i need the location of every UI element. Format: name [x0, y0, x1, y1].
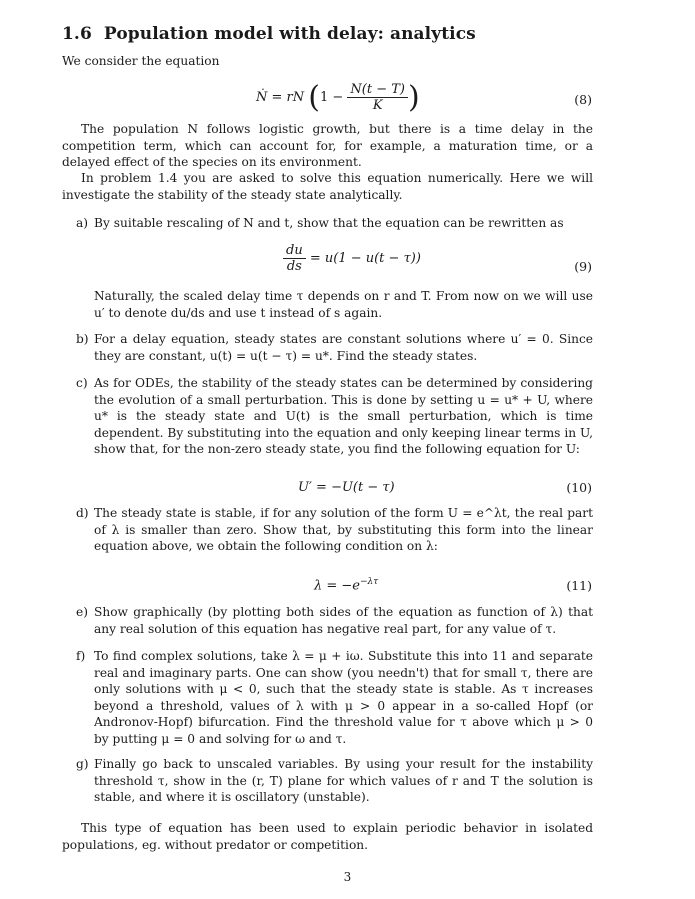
eq9-fraction: [283, 243, 306, 274]
section-heading: [62, 24, 476, 44]
paragraph-2: In problem 1.4 you are asked to solve this equation numerically. Here we will investigate the stability of the steady state analytically.: [62, 171, 593, 202]
item-c-label: c): [76, 376, 88, 390]
item-f-text: To find complex solutions, take λ = μ + iω. Substitute this into 11 and separate real and imaginary parts. One can show (you needn't) that for small τ, there are only solutions with μ < 0, such that the steady state is stable. As τ increases beyond a threshold, values of λ with μ > 0 appear in a so-called Hopf (or Andronov-Hopf) bifurcation. Find the threshold value for τ above which μ > 0 by putting μ = 0 and solving for ω and τ.: [94, 649, 593, 746]
item-g-label: g): [76, 757, 89, 771]
item-a-text: By suitable rescaling of N and t, show that the equation can be rewritten as: [94, 216, 564, 230]
equation-8: [256, 80, 420, 115]
item-b-text: For a delay equation, steady states are constant solutions where u′ = 0. Since they are constant, u(t) = u(t − τ) = u*. Find the steady states.: [94, 332, 593, 363]
section-title: Population model with delay: analytics: [103, 24, 476, 44]
item-g: [76, 756, 593, 806]
item-a: [76, 215, 593, 232]
item-e-text: Show graphically (by plotting both sides of the equation as function of λ) that any real solution of this equation has negative real part, for any value of τ.: [94, 605, 593, 636]
item-a-after: [76, 288, 593, 321]
eq8-open: 1 −: [319, 90, 344, 105]
item-d: [76, 505, 593, 555]
eq9-rhs: = u(1 − u(t − τ)): [309, 251, 421, 266]
section-number: 1.6: [62, 24, 92, 44]
item-g-text: Finally go back to unscaled variables. By using your result for the instability threshold τ, show in the (r, T) plane for which values of r and T the solution is stable, and where it is oscillatory (unstable).: [94, 757, 593, 804]
item-c-text: As for ODEs, the stability of the steady states can be determined by considering the evolution of a small perturbation. This is done by setting u = u* + U, where u* is the steady state and U(t) is the small perturbation, which is time dependent. By substituting into the equation and only keeping linear terms in U, show that, for the non-zero steady state, you find the following equation for U:: [94, 376, 593, 456]
paragraph-1: The population N follows logistic growth, but there is a time delay in the competition term, which can account for, for example, a maturation time, or a delayed effect of the species on its environment.: [62, 122, 593, 169]
equation-11: [314, 577, 378, 593]
equation-9: [283, 243, 421, 274]
item-b-label: b): [76, 332, 89, 346]
item-d-label: d): [76, 506, 89, 520]
eq8-right-paren: ): [408, 80, 420, 115]
eq8-fraction: [347, 82, 408, 113]
item-a-label: a): [76, 216, 89, 230]
item-a-after-text: Naturally, the scaled delay time τ depends on r and T. From now on we will use u′ to denote du/ds and use t instead of s again.: [94, 289, 593, 320]
equation-11-label: (11): [566, 578, 592, 593]
eq8-left-paren: (: [308, 80, 320, 115]
eq8-lhs: Ṅ = rN: [256, 90, 305, 105]
eq9-denominator: ds: [286, 259, 302, 274]
item-f-label: f): [76, 649, 86, 663]
eq8-denominator: K: [372, 98, 383, 113]
equation-10-label: (10): [566, 480, 592, 495]
eq9-numerator: du: [283, 243, 306, 259]
equation-8-label: (8): [574, 92, 592, 107]
equation-10: U′ = −U(t − τ): [298, 480, 395, 495]
item-e: [76, 604, 593, 637]
item-b: [76, 331, 593, 364]
eq11-exponent: −λτ: [359, 577, 379, 587]
intro-text: We consider the equation: [62, 54, 220, 68]
item-d-text: The steady state is stable, if for any solution of the form U = e^λt, the real part of λ is smaller than zero. Show that, by substituting this form into the linear equation above, we obtain the following condition on λ:: [94, 506, 593, 553]
equation-9-label: (9): [574, 259, 592, 274]
page-number: 3: [343, 870, 352, 884]
eq11-text: λ = −e: [314, 578, 360, 594]
item-c: [76, 375, 593, 458]
item-f: [76, 648, 593, 747]
closing-paragraph: This type of equation has been used to explain periodic behavior in isolated populations, eg. without predator or competition.: [62, 821, 593, 852]
eq8-numerator: N(t − T): [347, 82, 408, 98]
item-e-label: e): [76, 605, 88, 619]
